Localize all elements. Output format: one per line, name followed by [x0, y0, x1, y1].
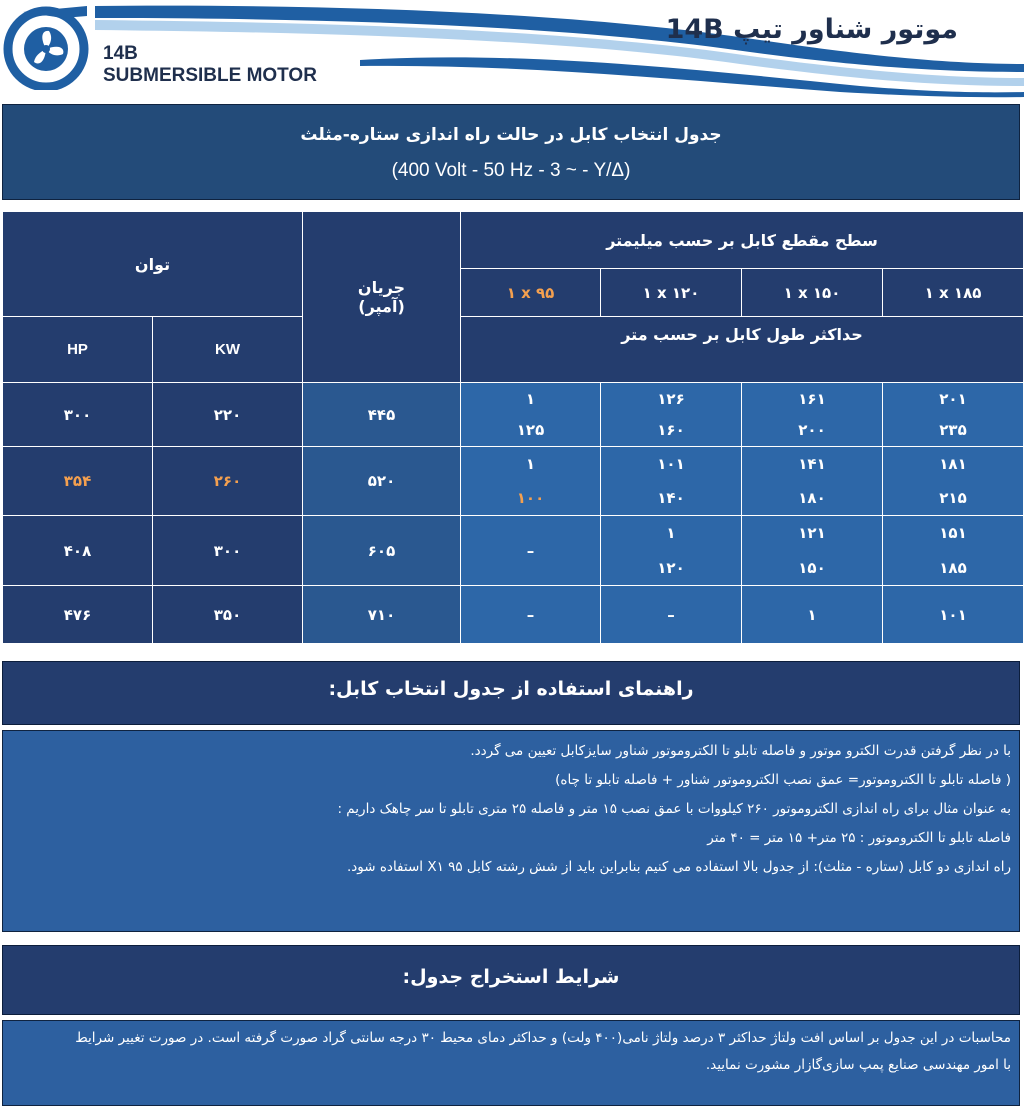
- table-title: جدول انتخاب کابل در حالت راه اندازی ستاره-مثلث: [300, 125, 722, 145]
- current-header: جریان (آمپر): [303, 212, 461, 383]
- length-cell-95: ۱ ۱۰۰: [461, 447, 601, 516]
- cable-size-95: ۱ x ۹۵: [461, 269, 601, 317]
- length-cell-150: ۱۲۱ ۱۵۰: [742, 516, 883, 586]
- table-subtitle: (400 Volt - 50 Hz - 3 ~ - Y/Δ): [391, 160, 631, 181]
- table-row: [3, 447, 1024, 516]
- kw-cell: ۲۲۰: [153, 383, 303, 447]
- current-cell: ۵۲۰: [303, 447, 461, 516]
- hp-header: HP: [3, 317, 153, 383]
- table-title-band: [2, 104, 1020, 200]
- length-cell-185: ۱۸۱ ۲۱۵: [883, 447, 1024, 516]
- cross-section-header: سطح مقطع کابل بر حسب میلیمتر: [461, 212, 1024, 269]
- length-cell-185: ۱۰۱: [883, 586, 1024, 644]
- cable-selection-table: [2, 211, 1024, 644]
- length-cell-150: ۱۶۱ ۲۰۰: [742, 383, 883, 447]
- hp-cell: ۳۰۰: [3, 383, 153, 447]
- length-cell-150: ۱۴۱ ۱۸۰: [742, 447, 883, 516]
- table-row: [3, 516, 1024, 586]
- length-cell-120: –: [601, 586, 742, 644]
- table-row: [3, 383, 1024, 447]
- cable-size-120: ۱ x ۱۲۰: [601, 269, 742, 317]
- length-cell-120: ۱۲۶ ۱۶۰: [601, 383, 742, 447]
- current-cell: ۷۱۰: [303, 586, 461, 644]
- current-cell: ۴۴۵: [303, 383, 461, 447]
- power-header: توان: [3, 212, 303, 317]
- guide-text-box: [2, 730, 1020, 932]
- cable-size-185: ۱ x ۱۸۵: [883, 269, 1024, 317]
- page-title: موتور شناور تیپ 14B: [665, 14, 958, 45]
- brand-product-name: SUBMERSIBLE MOTOR: [103, 65, 317, 86]
- company-logo-icon: [3, 4, 89, 90]
- kw-cell: ۳۵۰: [153, 586, 303, 644]
- conditions-heading: شرایط استخراج جدول:: [402, 966, 620, 988]
- guide-section-header: [2, 661, 1020, 725]
- current-cell: ۶۰۵: [303, 516, 461, 586]
- length-cell-185: ۱۵۱ ۱۸۵: [883, 516, 1024, 586]
- conditions-line: محاسبات در این جدول بر اساس افت ولتاژ حداکثر ۳ درصد ولتاژ نامی(۴۰۰ ولت) و حداکثر دمای محیط ۳۰ درجه سانتی گراد صورت گرفته است. در صورت تغییر شرایط: [75, 1030, 1011, 1046]
- length-cell-95: –: [461, 586, 601, 644]
- kw-cell: ۲۶۰: [153, 447, 303, 516]
- hp-cell: ۴۰۸: [3, 516, 153, 586]
- guide-heading: راهنمای استفاده از جدول انتخاب کابل:: [328, 678, 694, 700]
- length-cell-120: ۱۰۱ ۱۴۰: [601, 447, 742, 516]
- conditions-line: با امور مهندسی صنایع پمپ سازی‌گازار مشورت نمایید.: [705, 1057, 1011, 1073]
- hp-cell: ۳۵۴: [3, 447, 153, 516]
- cable-size-150: ۱ x ۱۵۰: [742, 269, 883, 317]
- length-cell-120: ۱ ۱۲۰: [601, 516, 742, 586]
- table-row: [3, 586, 1024, 644]
- guide-line: فاصله تابلو تا الکتروموتور : ۲۵ متر+ ۱۵ متر = ۴۰ متر: [707, 830, 1011, 846]
- max-length-header: حداکثر طول کابل بر حسب متر: [461, 317, 1024, 383]
- hp-cell: ۴۷۶: [3, 586, 153, 644]
- guide-line: به عنوان مثال برای راه اندازی الکتروموتور ۲۶۰ کیلووات با عمق نصب ۱۵ متر و فاصله ۲۵ متری تابلو تا سر چاهک داریم :: [337, 801, 1011, 817]
- kw-header: KW: [153, 317, 303, 383]
- length-cell-150: ۱: [742, 586, 883, 644]
- guide-line: راه اندازی دو کابل (ستاره - مثلث): از جدول بالا استفاده می کنیم بنابراین باید از شش رشته کابل ۹۵ X۱ استفاده شود.: [346, 859, 1011, 875]
- brand-model: 14B: [103, 43, 138, 64]
- length-cell-95: ۱ ۱۲۵: [461, 383, 601, 447]
- page-header: [0, 0, 1024, 100]
- kw-cell: ۳۰۰: [153, 516, 303, 586]
- conditions-section-header: [2, 945, 1020, 1015]
- length-cell-95: –: [461, 516, 601, 586]
- conditions-text-box: [2, 1020, 1020, 1106]
- guide-line: ( فاصله تابلو تا الکتروموتور= عمق نصب الکتروموتور شناور + فاصله تابلو تا چاه): [555, 772, 1011, 788]
- length-cell-185: ۲۰۱ ۲۳۵: [883, 383, 1024, 447]
- guide-line: با در نظر گرفتن قدرت الکترو موتور و فاصله تابلو تا الکتروموتور شناور سایزکابل تعیین می گردد.: [470, 743, 1011, 759]
